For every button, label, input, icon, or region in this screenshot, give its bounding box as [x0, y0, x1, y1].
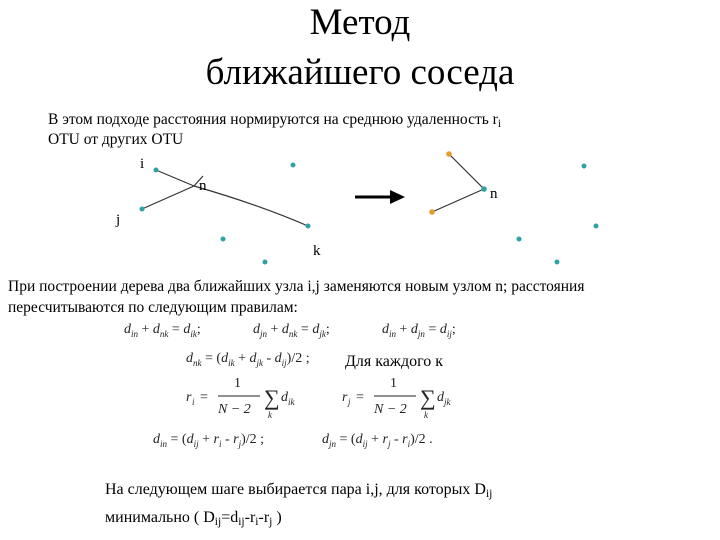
node-j	[140, 207, 145, 212]
node-i	[154, 168, 159, 173]
intro-line2: OTU от других OTU	[48, 131, 184, 148]
formula-ri	[186, 376, 296, 420]
rule-line1: При построении дерева два ближайших узла i,j заменяются новым узлом n; расстояния	[8, 278, 585, 295]
svg-text:1: 1	[234, 376, 241, 391]
bottom-l2-sub1: ij	[214, 515, 222, 528]
svg-text:djn = (dij + rj - ri)/2 .: $d_{jn} = (d_{ij} + r_j - r_i)/2$ .	[322, 432, 433, 449]
label-n-left: n	[199, 178, 207, 194]
svg-text:dnk = (dik + djk - dij)/2 ;: $d_{nk} = (d_{ik} + d_{jk} - d_{ij})/2$ ;	[186, 351, 310, 368]
svg-text:=: =	[200, 390, 208, 405]
label-j: j	[116, 212, 121, 228]
arrow-head-icon	[390, 190, 405, 204]
node-bottom-left-right	[517, 237, 522, 242]
bottom-l2-sub2: ij	[238, 515, 245, 528]
node-bottom-left	[221, 237, 226, 242]
bottom-l2-sub3: i	[255, 515, 259, 528]
formula-row-1	[124, 322, 456, 339]
node-bottom-mid-right	[555, 260, 560, 265]
svg-text:din + djn = dij;: $d_{in} + d_{jn} = d_{ij}$;	[382, 322, 456, 339]
svg-text:r: r	[342, 390, 348, 405]
edge-n-i	[156, 170, 194, 186]
svg-text:ik: ik	[288, 397, 295, 407]
edge-n-k	[194, 186, 308, 226]
node-j-right	[429, 209, 435, 215]
svg-text:N − 2: N − 2	[374, 402, 407, 417]
rule-line2: пересчитываются по следующим правилам:	[8, 299, 298, 316]
svg-text:i: i	[192, 397, 195, 407]
svg-text:din = (dij + ri - rj)/2 ;: $d_{in} = (d_{ij} + r_i - r_j)/2$ ;	[153, 432, 265, 449]
label-i: i	[140, 156, 145, 172]
bottom-line1	[105, 480, 492, 504]
bottom-l2-a: минимально ( D	[105, 509, 215, 526]
svg-text:N − 2: N − 2	[218, 402, 251, 417]
bottom-line1-sub: ij	[485, 487, 493, 500]
intro-line1-text: В этом подходе расстояния нормируются на среднюю удаленность r	[48, 111, 498, 128]
bottom-l2-e: )	[272, 509, 282, 526]
page-title-line1: Метод	[309, 2, 411, 43]
svg-text:∑: ∑	[420, 385, 436, 410]
bottom-l2-d: -r	[258, 509, 270, 526]
edge-n-j-right	[432, 189, 484, 212]
bottom-l2-c: -r	[244, 509, 256, 526]
svg-text:d: d	[281, 390, 288, 405]
svg-text:jk: jk	[444, 397, 451, 407]
formula-din-djn	[153, 432, 433, 449]
label-k: k	[313, 243, 321, 259]
node-top-right	[582, 164, 587, 169]
node-k	[306, 224, 311, 229]
formula-dnk	[186, 351, 310, 368]
bottom-l2-b: =d	[221, 509, 239, 526]
node-i-right	[446, 151, 452, 157]
node-bottom-mid	[263, 260, 268, 265]
edge-n-i-right	[449, 154, 484, 189]
svg-text:=: =	[356, 390, 364, 405]
bottom-line1-text: На следующем шаге выбирается пара i,j, для которых D	[105, 481, 486, 498]
svg-text:k: k	[424, 410, 428, 420]
node-n-right	[481, 186, 487, 192]
formula-rj	[342, 376, 452, 420]
svg-text:djn + dnk = djk;: $d_{jn} + d_{nk} = d_{jk}$;	[253, 322, 330, 339]
svg-text:k: k	[268, 410, 272, 420]
bottom-l2-sub4: j	[269, 515, 273, 528]
svg-text:j: j	[348, 397, 351, 407]
svg-text:∑: ∑	[264, 385, 280, 410]
intro-line1-sub: i	[497, 117, 501, 130]
page-title-line2: ближайшего соседа	[205, 52, 515, 93]
node-k-right	[594, 224, 599, 229]
svg-text:r: r	[186, 390, 192, 405]
svg-text:1: 1	[390, 376, 397, 391]
bottom-line2	[105, 508, 282, 532]
label-n-right: n	[490, 186, 498, 202]
svg-text:din + dnk = dik;: $d_{in} + d_{nk} = d_{ik}$;	[124, 322, 201, 339]
edge-n-j	[142, 186, 194, 209]
each-k-note: Для каждого к	[345, 353, 444, 370]
node-top	[291, 163, 296, 168]
svg-text:d: d	[437, 390, 444, 405]
